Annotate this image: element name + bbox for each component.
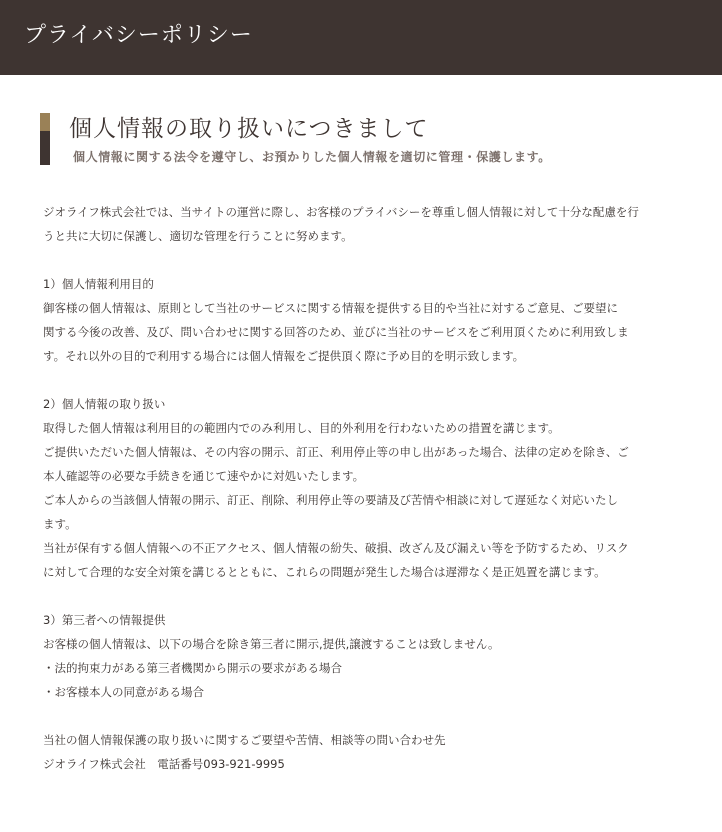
third-party-heading: 3）第三者への情報提供 (43, 613, 166, 627)
heading-accent-highlight (40, 113, 50, 131)
third-party-line: お客様の個人情報は、以下の場合を除き第三者に開示,提供,譲渡することは致しません。 (43, 637, 500, 651)
section-heading (40, 113, 680, 165)
policy-content (43, 200, 668, 800)
handling-line: ご本人からの当該個人情報の開示、訂正、削除、利用停止等の要請及び苦情や相談に対して遅延なく対応いたし (43, 493, 618, 507)
handling-line: に対して合理的な安全対策を講じるとともに、これらの問題が発生した場合は遅滞なく是正処置を講じます。 (43, 565, 606, 579)
third-party-line: ・お客様本人の同意がある場合 (43, 685, 204, 699)
third-party-line: ・法的拘束力がある第三者機関から開示の要求がある場合 (43, 661, 342, 675)
handling-line: 本人確認等の必要な手続きを通じて速やかに対処いたします。 (43, 469, 365, 483)
handling-line: 取得した個人情報は利用目的の範囲内でのみ利用し、目的外利用を行わないための措置を講じます。 (43, 421, 560, 435)
purpose-heading: 1）個人情報利用目的 (43, 277, 154, 291)
intro-line: うと共に大切に保護し、適切な管理を行うことに努めます。 (43, 229, 353, 243)
handling-heading: 2）個人情報の取り扱い (43, 397, 166, 411)
purpose-line: 関する今後の改善、及び、問い合わせに関する回答のため、並びに当社のサービスをご利用頂くために利用致しま (43, 325, 629, 339)
page-header-bar (0, 0, 722, 75)
contact-line: ジオライフ株式会社 電話番号093-921-9995 (43, 757, 285, 771)
intro-paragraph (43, 200, 668, 248)
purpose-line: す。それ以外の目的で利用する場合には個人情報をご提供頂く際に予め目的を明示致します。 (43, 349, 525, 363)
handling-line: 当社が保有する個人情報への不正アクセス、個人情報の紛失、破損、改ざん及び漏えい等を予防するため、リスク (43, 541, 629, 555)
section-title: 個人情報の取り扱いにつきまして (69, 116, 429, 142)
contact-line: 当社の個人情報保護の取り扱いに関するご要望や苦情、相談等の問い合わせ先 (43, 733, 446, 747)
handling-line: ご提供いただいた個人情報は、その内容の開示、訂正、利用停止等の申し出があった場合、法律の定めを除き、ご (43, 445, 629, 459)
page-title: プライバシーポリシー (24, 23, 253, 48)
intro-line: ジオライフ株式会社では、当サイトの運営に際し、お客様のプライバシーを尊重し個人情報に対して十分な配慮を行 (43, 205, 639, 219)
contact-section (43, 728, 668, 776)
third-party-section (43, 608, 668, 704)
section-subtitle: 個人情報に関する法令を遵守し、お預かりした個人情報を適切に管理・保護します。 (73, 150, 551, 164)
purpose-line: 御客様の個人情報は、原則として当社のサービスに関する情報を提供する目的や当社に対するご意見、ご要望に (43, 301, 618, 315)
handling-section (43, 392, 668, 584)
purpose-section (43, 272, 668, 368)
handling-line: ます。 (43, 517, 77, 531)
